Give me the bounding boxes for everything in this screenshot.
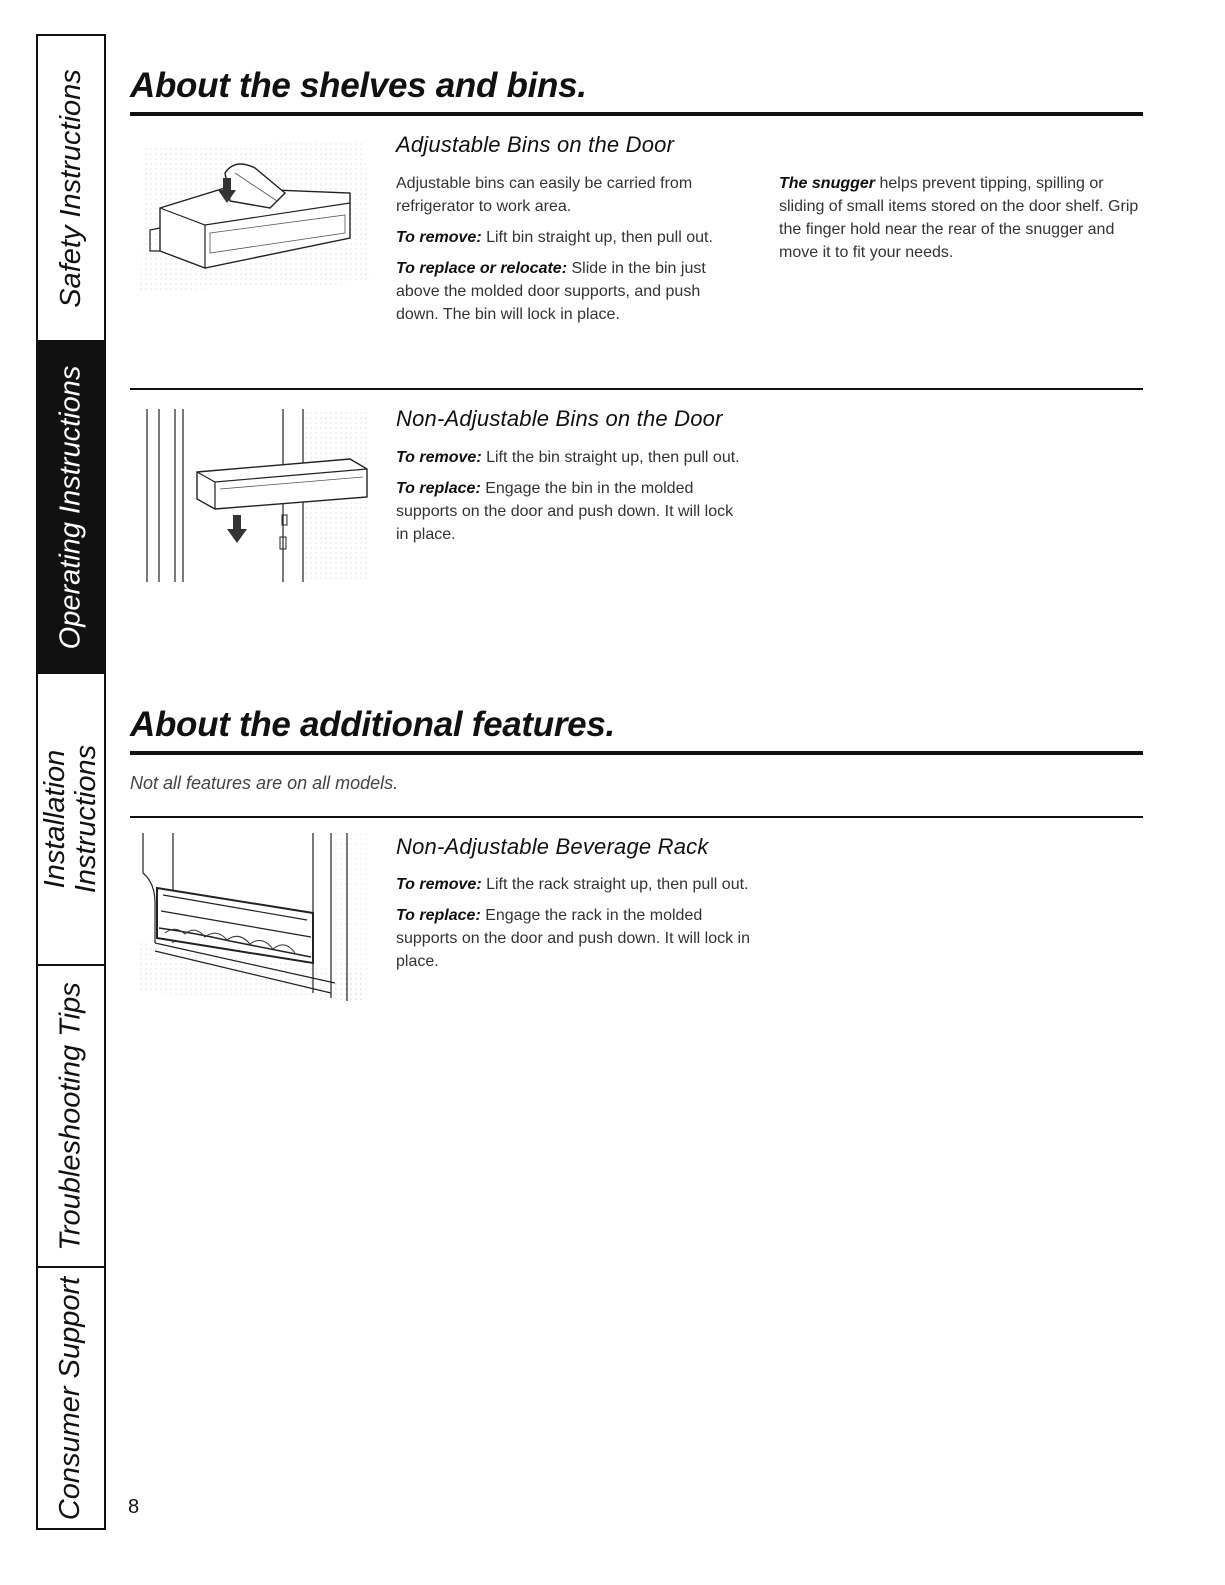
section-title-additional-features: About the additional features. — [130, 705, 615, 744]
rack-remove: To remove: Lift the rack straight up, then pull out. — [396, 876, 749, 893]
heading-adjustable-bins: Adjustable Bins on the Door — [396, 132, 675, 157]
adjustable-bins-text — [396, 172, 746, 334]
section-divider — [130, 816, 1143, 818]
non-adjustable-remove: To remove: Lift the bin straight up, then pull out. — [396, 449, 740, 466]
title-rule — [130, 751, 1143, 755]
models-note: Not all features are on all models. — [130, 773, 399, 793]
tab-consumer-support[interactable] — [38, 1268, 104, 1528]
section-tabs — [36, 34, 106, 1530]
non-adjustable-bin-illustration — [135, 407, 375, 587]
tab-label: Troubleshooting Tips — [54, 981, 87, 1251]
snugger-text: The snugger helps prevent tipping, spilling or sliding of small items stored on the door shelf. Grip the finger hold near the rear of the snugger and move it to fit your needs. — [779, 175, 1139, 261]
adjustable-bin-illustration — [135, 133, 375, 298]
section-divider — [130, 388, 1143, 390]
adjustable-remove: To remove: Lift bin straight up, then pull out. — [396, 229, 713, 246]
tab-label: Safety Instructions — [54, 68, 87, 308]
section-title-shelves-bins: About the shelves and bins. — [130, 66, 587, 105]
page-number: 8 — [128, 1496, 140, 1518]
tab-label: Operating Instructions — [54, 365, 87, 649]
beverage-rack-text — [396, 873, 756, 981]
tab-label: Installation Instructions — [39, 744, 103, 894]
heading-non-adjustable-bins: Non-Adjustable Bins on the Door — [396, 406, 723, 431]
beverage-rack-illustration — [135, 833, 375, 1003]
tab-installation-instructions[interactable] — [38, 674, 104, 966]
heading-beverage-rack: Non-Adjustable Beverage Rack — [396, 834, 709, 859]
tab-safety-instructions[interactable] — [38, 36, 104, 342]
rack-replace: To replace: Engage the rack in the molded supports on the door and push down. It will lock in place. — [396, 907, 750, 970]
title-rule — [130, 112, 1143, 116]
tab-operating-instructions[interactable] — [38, 342, 104, 674]
tab-troubleshooting-tips[interactable] — [38, 966, 104, 1268]
adjustable-replace: To replace or relocate: Slide in the bin just above the molded door supports, and push down. The bin will lock in place. — [396, 260, 706, 323]
adjustable-intro: Adjustable bins can easily be carried from refrigerator to work area. — [396, 175, 693, 215]
non-adjustable-replace: To replace: Engage the bin in the molded supports on the door and push down. It will lock in place. — [396, 480, 734, 543]
non-adjustable-bins-text — [396, 446, 746, 554]
tab-label: Consumer Support — [54, 1276, 87, 1520]
